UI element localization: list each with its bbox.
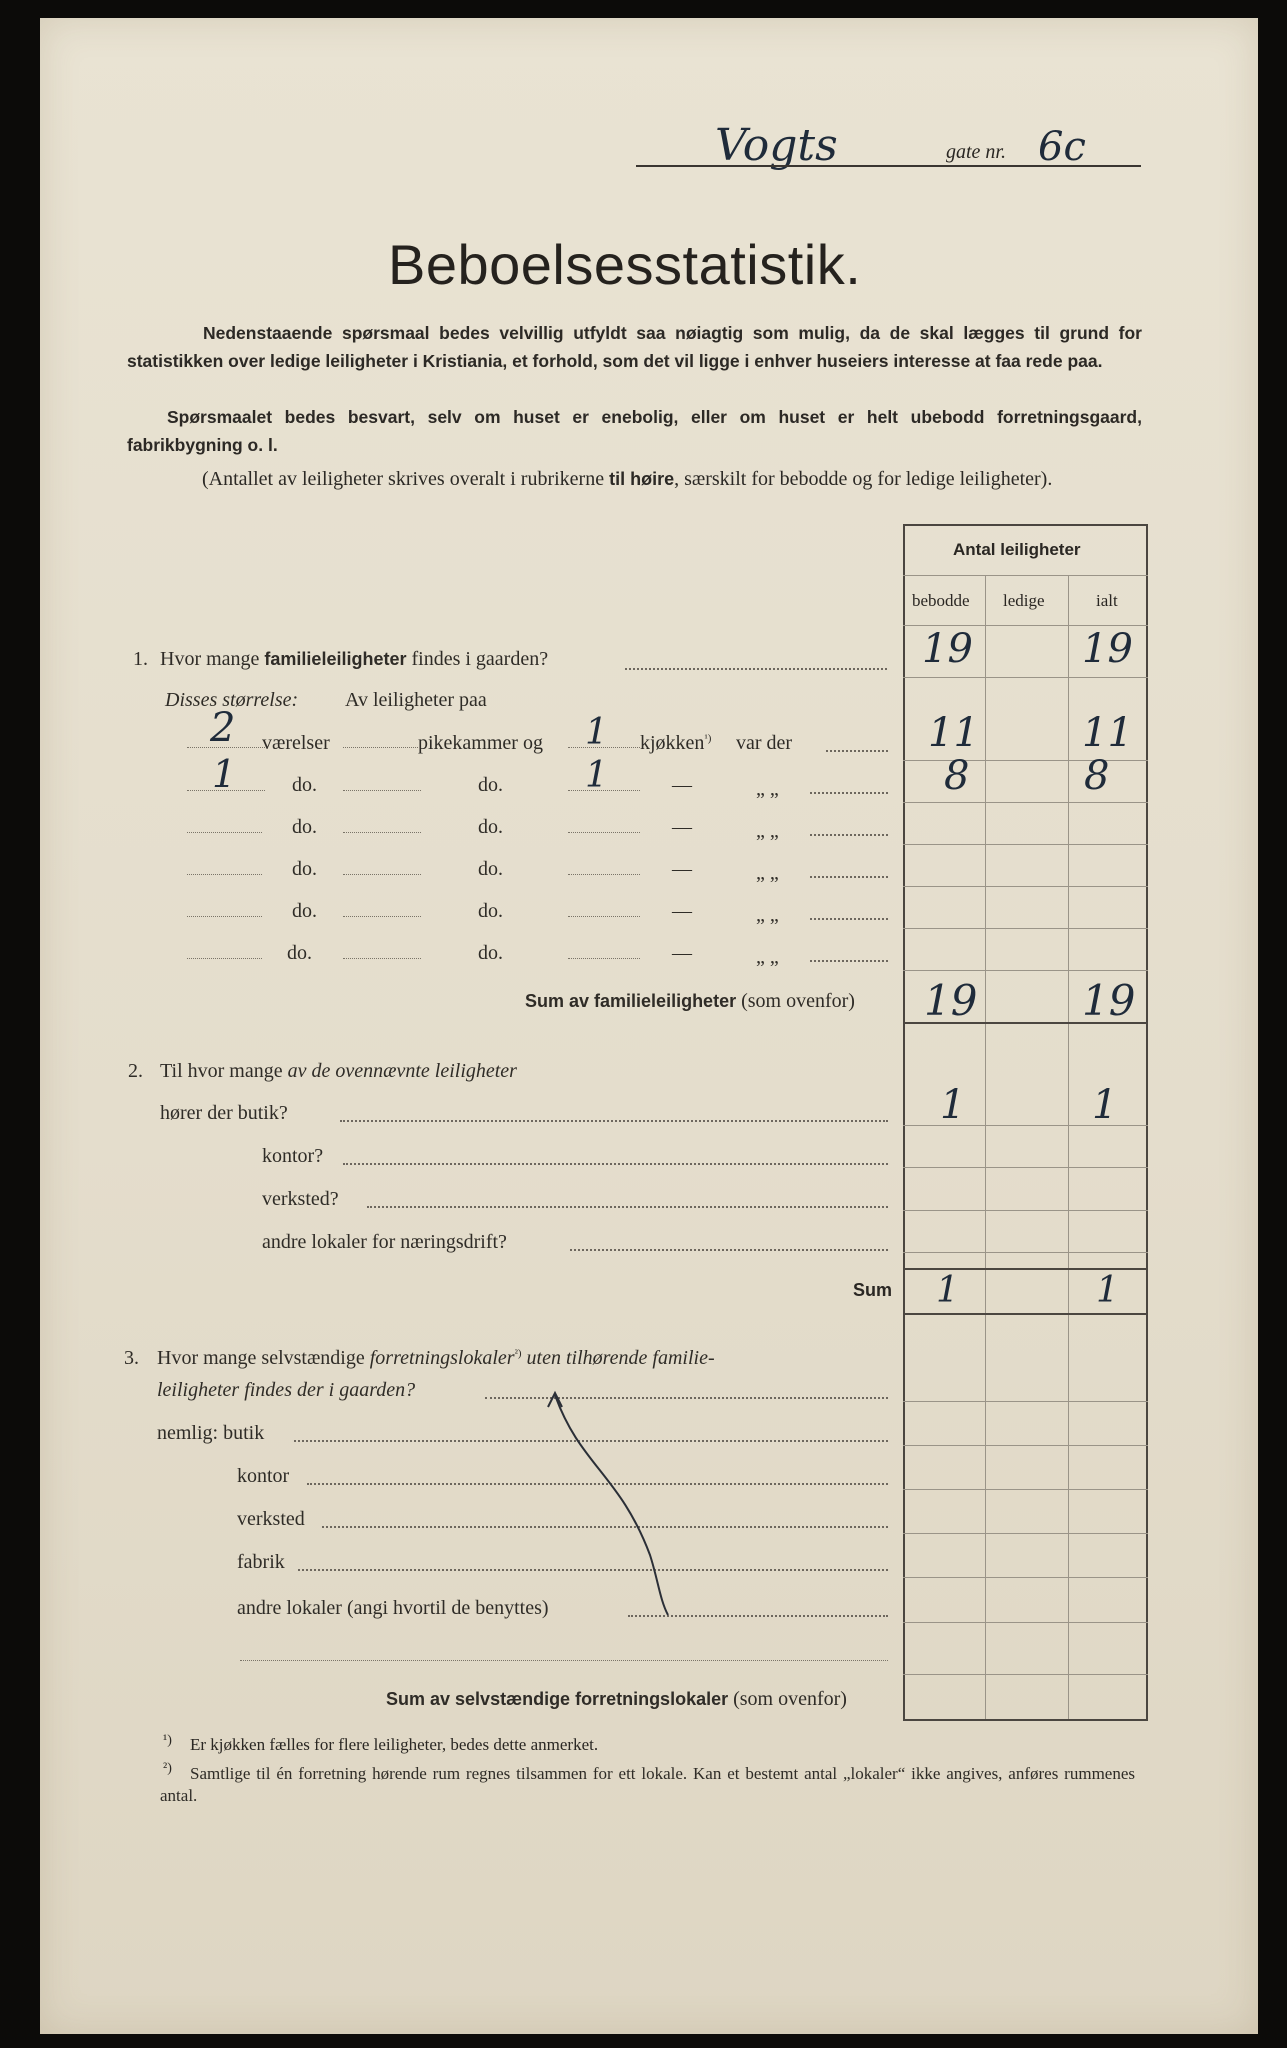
pike-blank	[343, 790, 421, 791]
q2-sum-label: Sum	[853, 1280, 893, 1300]
q1-sum-rest: (som ovenfor)	[736, 990, 855, 1012]
ditto: „ „	[756, 820, 779, 842]
q3-sum-label	[386, 1688, 847, 1711]
rooms-blank	[187, 832, 262, 833]
size-text: Av leiligheter paa	[345, 689, 487, 711]
dash: —	[672, 942, 692, 964]
kjokken-note-ref: ¹)	[704, 732, 712, 745]
table-bottom-line	[903, 1719, 1148, 1721]
row-line	[903, 1577, 1148, 1578]
leader	[826, 750, 888, 752]
rooms-blank	[187, 916, 262, 917]
kitchen-blank	[568, 874, 640, 875]
q2-butik: hører der butik?	[160, 1102, 288, 1124]
do-label-2: do.	[478, 774, 503, 796]
kitchen-blank	[568, 958, 640, 959]
q1-text-a: Hvor mange	[160, 648, 265, 670]
pike-blank	[343, 747, 418, 748]
kjokken-text: kjøkken	[640, 732, 705, 754]
row-line	[903, 1401, 1148, 1402]
q3-blank-line	[240, 1660, 888, 1661]
pike-blank	[343, 874, 421, 875]
row-line	[903, 760, 1148, 761]
kitchen-blank	[568, 832, 640, 833]
pikekammer-label: pikekammer og	[418, 732, 543, 754]
ditto: „ „	[756, 778, 779, 800]
q1-answer-bebodde: 19	[922, 626, 973, 672]
q3-butik: nemlig: butik	[157, 1422, 265, 1444]
q3-note-ref: ²)	[514, 1347, 522, 1360]
row-line	[903, 886, 1148, 887]
q3-fabrik: fabrik	[237, 1551, 285, 1573]
row1-ialt: 11	[1082, 710, 1133, 756]
pike-blank	[343, 958, 421, 959]
q1-leader	[625, 668, 887, 670]
row-line	[903, 1533, 1148, 1534]
leader	[810, 918, 888, 920]
table-right-border	[1146, 524, 1148, 1721]
q3-text-line1	[157, 1347, 715, 1370]
row-line	[903, 1210, 1148, 1211]
q1-sum-label	[525, 990, 855, 1013]
gate-label: gate nr.	[946, 141, 1006, 163]
pike-blank	[343, 832, 421, 833]
table-left-border	[903, 524, 905, 1721]
q3-text-line2: leiligheter findes der i gaarden?	[157, 1379, 416, 1401]
sum2-line	[903, 1313, 1148, 1315]
row-line	[903, 802, 1148, 803]
q2-sum-ialt: 1	[1096, 1270, 1119, 1311]
col-header-ledige: ledige	[1003, 591, 1045, 610]
footnote-2-mark: ²)	[163, 1761, 172, 1776]
do-label: do.	[292, 858, 317, 880]
q3-text-a: Hvor mange selvstændige	[157, 1347, 370, 1369]
kitchen-blank	[568, 916, 640, 917]
row1-bebodde: 11	[928, 710, 979, 756]
do-label: do.	[292, 900, 317, 922]
leader	[340, 1120, 888, 1122]
row-line	[903, 844, 1148, 845]
q2-number: 2.	[128, 1060, 143, 1082]
house-number-handwritten: 6c	[1038, 124, 1086, 170]
col-divider-1	[985, 575, 986, 1721]
do-label-2: do.	[478, 942, 503, 964]
leader	[367, 1206, 888, 1208]
footnote-1: Er kjøkken fælles for flere leiligheter, bedes dette anmerket.	[190, 1735, 599, 1754]
footnote-1-mark: ¹)	[163, 1733, 172, 1748]
intro-p3-c: , særskilt for bebodde og for ledige leiligheter).	[674, 468, 1053, 490]
do-label-2: do.	[478, 900, 503, 922]
row-line	[903, 1489, 1148, 1490]
q3-kontor: kontor	[237, 1465, 290, 1487]
rooms-blank	[187, 874, 262, 875]
q1-text-bold: familieleiligheter	[264, 649, 407, 669]
intro-paragraph-2	[127, 403, 1142, 459]
q2-text-italic: av de ovennævnte leiligheter	[287, 1060, 517, 1082]
footnote-2-text: Samtlige til én forretning hørende rum regnes tilsammen for ett lokale. Kan et bestemt antal „lokaler“ ikke angives, anføres rummenes antal.	[160, 1764, 1135, 1805]
leader	[810, 792, 888, 794]
q2-butik-ialt: 1	[1092, 1082, 1118, 1128]
rooms-value: 2	[210, 705, 236, 751]
kitchen-value: 1	[585, 712, 608, 753]
dash: —	[672, 858, 692, 880]
row-line	[903, 1252, 1148, 1253]
intro-p1-text: Nedenstaaende spørsmaal bedes velvillig utfyldt saa nøiagtig som mulig, da de skal lægges til grund for statistikken over ledige leiligheter i Kristiania, et forhold, som det vil ligge i enhver huseiers interesse at faa rede paa.	[127, 323, 1142, 371]
q3-sum-bold: Sum av selvstændige forretningslokaler	[386, 1689, 729, 1709]
intro-paragraph-1	[127, 319, 1142, 375]
q1-number: 1.	[133, 648, 148, 670]
q2-sum-bebodde: 1	[936, 1270, 959, 1311]
q1-answer-ialt: 19	[1082, 626, 1133, 672]
row2-ialt: 8	[1084, 753, 1110, 799]
q1-sum-bold: Sum av familieleiligheter	[525, 991, 737, 1011]
ditto: „ „	[756, 904, 779, 926]
q1-text-c: findes i gaarden?	[406, 648, 549, 670]
q1-text	[160, 648, 548, 671]
q2-kontor: kontor?	[262, 1145, 324, 1167]
row-line	[903, 928, 1148, 929]
intro-p3-bold: til høire	[609, 469, 675, 489]
leader	[810, 960, 888, 962]
ditto: „ „	[756, 862, 779, 884]
leader	[810, 876, 888, 878]
dash: —	[672, 774, 692, 796]
kitchen-value: 1	[585, 755, 608, 796]
do-label: do.	[292, 774, 317, 796]
q2-andre: andre lokaler for næringsdrift?	[262, 1231, 507, 1253]
row-line	[903, 1622, 1148, 1623]
dash: —	[672, 900, 692, 922]
street-name-handwritten: Vogts	[715, 120, 838, 171]
col-header-ialt: ialt	[1096, 591, 1118, 610]
q1-sum-ialt: 19	[1082, 976, 1136, 1025]
ditto: „ „	[756, 946, 779, 968]
vaerelser-label: værelser	[262, 732, 330, 754]
q3-number: 3.	[124, 1347, 139, 1369]
q3-text-c: uten tilhørende familie-	[521, 1347, 715, 1369]
q3-verksted: verksted	[237, 1508, 305, 1530]
dash: —	[672, 816, 692, 838]
table-header-title: Antal leiligheter	[953, 540, 1081, 559]
intro-p2-text: Spørsmaalet bedes besvart, selv om huset er enebolig, eller om huset er helt ubebodd forretningsgaard, fabrikbygning o. l.	[127, 407, 1142, 455]
header-divider	[903, 575, 1148, 576]
row-line	[903, 1167, 1148, 1168]
col-header-bebodde: bebodde	[912, 591, 970, 610]
q3-sum-rest: (som ovenfor)	[728, 1688, 847, 1710]
handwritten-arrow	[540, 1385, 680, 1625]
row-line	[903, 1674, 1148, 1675]
q2-text-a: Til hvor mange	[160, 1060, 288, 1082]
kitchen-blank	[568, 747, 640, 748]
do-label-2: do.	[478, 858, 503, 880]
var-der-label: var der	[736, 732, 793, 754]
intro-p3-a: (Antallet av leiligheter skrives overalt i rubrikerne	[202, 468, 610, 490]
rooms-value: 1	[212, 752, 237, 796]
do-label: do.	[292, 816, 317, 838]
rooms-blank	[187, 958, 262, 959]
row2-bebodde: 8	[944, 753, 970, 799]
leader	[810, 834, 888, 836]
q2-butik-bebodde: 1	[940, 1082, 966, 1128]
q2-verksted: verksted?	[262, 1188, 339, 1210]
leader	[570, 1249, 888, 1251]
q3-andre: andre lokaler (angi hvortil de benyttes)	[237, 1597, 549, 1619]
intro-paragraph-3	[127, 467, 1142, 491]
pike-blank	[343, 916, 421, 917]
row-line	[903, 677, 1148, 678]
kitchen-blank	[568, 790, 640, 791]
q2-text	[160, 1060, 517, 1083]
size-label: Disses størrelse:	[165, 689, 299, 711]
row-line	[903, 970, 1148, 971]
leader	[343, 1163, 888, 1165]
table-top-border	[903, 524, 1148, 526]
do-label: do.	[287, 942, 312, 964]
row-line	[903, 1445, 1148, 1446]
footnote-2	[160, 1763, 1135, 1807]
q3-text-italic: forretningslokaler	[369, 1347, 515, 1369]
q1-sum-bebodde: 19	[924, 976, 978, 1025]
page-title: Beboelsesstatistik.	[388, 233, 862, 296]
kjokken-label	[640, 732, 711, 755]
col-divider-2	[1068, 575, 1069, 1721]
do-label-2: do.	[478, 816, 503, 838]
